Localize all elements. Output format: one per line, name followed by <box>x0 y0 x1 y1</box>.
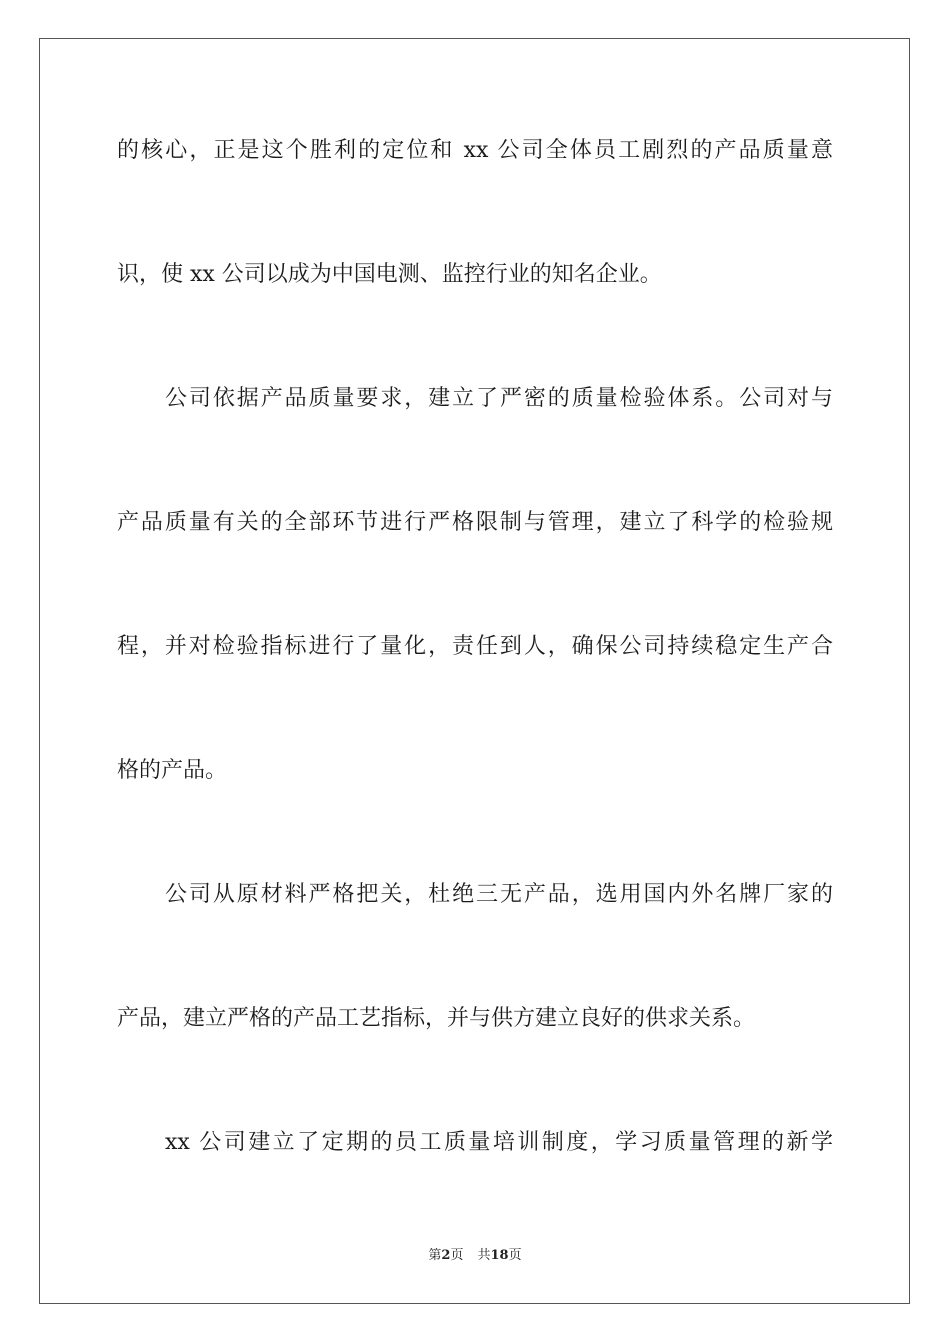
text-line-9: xx 公司建立了定期的员工质量培训制度，学习质量管理的新学 <box>165 1130 833 1155</box>
text-line-4: 产品质量有关的全部环节进行严格限制与管理，建立了科学的检验规 <box>117 510 833 535</box>
text-line-3: 公司依据产品质量要求，建立了严密的质量检验体系。公司对与 <box>165 386 833 411</box>
page-footer <box>0 1247 950 1265</box>
text-line-2: 识，使 xx 公司以成为中国电测、监控行业的知名企业。 <box>117 262 662 287</box>
page-number: 2 <box>441 1248 451 1263</box>
page-suffix: 页 <box>450 1248 464 1263</box>
text-line-1: 的核心，正是这个胜利的定位和 xx 公司全体员工剧烈的产品质量意 <box>117 138 833 163</box>
page-prefix: 第 <box>428 1248 442 1263</box>
text-line-8: 产品，建立严格的产品工艺指标，并与供方建立良好的供求关系。 <box>117 1006 756 1031</box>
text-line-6: 格的产品。 <box>117 758 228 783</box>
total-pages: 18 <box>490 1248 509 1263</box>
total-prefix: 共 <box>477 1248 491 1263</box>
page-border <box>39 38 910 1304</box>
text-line-7: 公司从原材料严格把关，杜绝三无产品，选用国内外名牌厂家的 <box>165 882 833 907</box>
text-line-5: 程，并对检验指标进行了量化，责任到人，确保公司持续稳定生产合 <box>117 634 833 659</box>
total-suffix: 页 <box>508 1248 522 1263</box>
